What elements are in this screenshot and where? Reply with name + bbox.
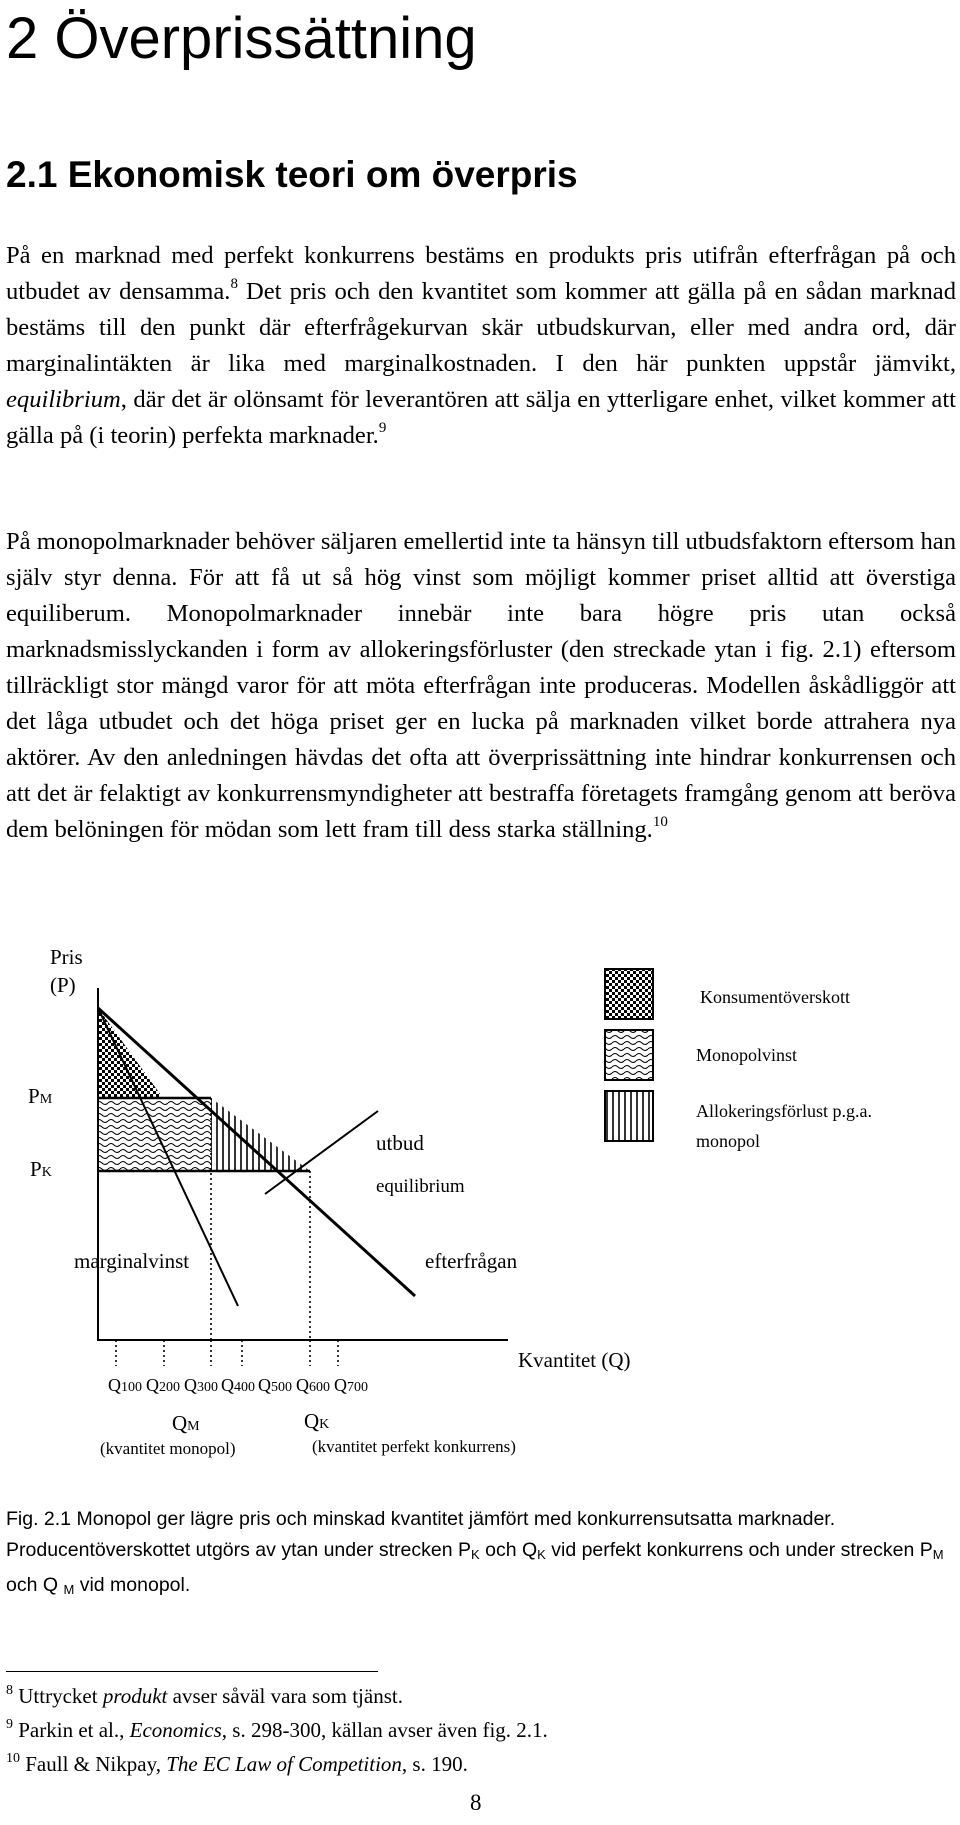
deadweight-loss-area xyxy=(211,1098,310,1171)
consumer-surplus-area xyxy=(98,1008,163,1098)
legend-label-deadweight-loss-2: monopol xyxy=(696,1131,761,1151)
monopoly-profit-area xyxy=(98,1098,211,1171)
legend-label-monopoly-profit: Monopolvinst xyxy=(696,1045,798,1065)
q-tick-marks xyxy=(116,1340,338,1366)
legend-swatch-deadweight-loss xyxy=(605,1091,653,1141)
section-title: 2.1 Ekonomisk teori om överpris xyxy=(6,154,578,195)
qm-label: QM xyxy=(172,1411,200,1435)
paragraph-perfect-competition xyxy=(6,238,956,454)
q-tick-label: Q700 xyxy=(334,1375,368,1395)
legend-label-deadweight-loss: Allokeringsförlust p.g.a. xyxy=(696,1101,872,1121)
equilibrium-label: equilibrium xyxy=(376,1176,465,1197)
figure-caption: Fig. 2.1 Monopol ger lägre pris och minskad kvantitet jämfört med konkurrensutsatta marknader. Producentöverskottet utgörs av ytan under strecken $P_K$ och $Q_K$ vid perfekt konkurrens och under strecken $P_M$ och Q $_M$ vid monopol. xyxy=(6,1508,944,1597)
paragraph-monopoly xyxy=(6,524,956,848)
marginal-revenue-label: marginalvinst xyxy=(74,1249,190,1273)
q-tick-label: Q100 xyxy=(108,1375,142,1395)
footnote-ref-10[interactable]: 10 xyxy=(652,814,668,830)
footnote-ref-9[interactable]: 9 xyxy=(378,420,387,436)
paragraph-text: Det pris och den kvantitet som kommer att gälla på en sådan marknad bestäms till den punkt där efterfrågekurvan skär utbudskurvan, eller med andra ord, där marginalintäkten är lika med marginalkostnaden. I den här punkten uppstår jämvikt, xyxy=(6,278,957,377)
pk-label: PK xyxy=(30,1157,52,1181)
demand-label: efterfrågan xyxy=(425,1249,518,1273)
legend-label-consumer-surplus: Konsumentöverskott xyxy=(700,987,850,1007)
legend-swatch-monopoly-profit xyxy=(605,1030,653,1080)
footnote-8: $^8$ Uttrycket produkt avser såväl vara som tjänst. xyxy=(6,1683,403,1708)
q-tick-label: Q600 xyxy=(296,1375,330,1395)
qk-description: (kvantitet perfekt konkurrens) xyxy=(312,1437,516,1456)
q-tick-label: Q400 xyxy=(221,1375,255,1395)
qk-label: QK xyxy=(304,1409,330,1433)
paragraph-text: , där det är olönsamt för leverantören att sälja en ytterligare enhet, vilket kommer att gälla på (i teorin) perfekta marknader. xyxy=(6,386,956,449)
footnote-ref-8[interactable]: 8 xyxy=(230,276,238,292)
paragraph-text: På en marknad med perfekt konkurrens bestäms en produkts pris utifrån efterfrågan på och utbudet av densamma. xyxy=(6,242,956,305)
page-number: 8 xyxy=(470,1790,482,1815)
emphasis-text: equilibrium xyxy=(6,386,121,413)
pm-label: PM xyxy=(28,1084,53,1108)
paragraph-text: På monopolmarknader behöver säljaren emellertid inte ta hänsyn till utbudsfaktorn eftersom han själv styr denna. För att få ut så hög vinst som möjligt kommer priset alltid att överstiga equiliberum. Monopolmarknader innebär inte bara högre pris utan också marknadsmisslyckanden i form av allokeringsförluster (den streckade ytan i fig. 2.1) eftersom tillräckligt stor mängd varor för att möta efterfrågan inte produceras. Modellen åskådliggör att det låga utbudet och det höga priset ger en lucka på marknaden vilket borde attrahera nya aktörer. Av den anledningen hävdas det ofta att överprissättning inte hindrar konkurrensen och att det är felaktigt av konkurrensmyndigheter att bestraffa företagets framgång genom att beröva dem belöningen för mödan som lett fram till dess starka ställning. xyxy=(6,528,956,843)
footnote-divider xyxy=(6,1671,378,1672)
q-tick-label: Q500 xyxy=(258,1375,292,1395)
figure-monopoly-diagram xyxy=(0,938,960,1498)
supply-label: utbud xyxy=(376,1131,424,1155)
footnote-9: $^9$ Parkin et al., Economics, s. 298-300, källan avser även fig. 2.1. xyxy=(6,1717,548,1742)
y-axis-label-p: (P) xyxy=(50,973,76,997)
diagram-graphics xyxy=(0,938,960,1498)
legend-swatch-consumer-surplus xyxy=(605,969,653,1019)
x-axis-label: Kvantitet (Q) xyxy=(518,1348,631,1372)
chapter-title: 2 Överprissättning xyxy=(6,6,477,71)
y-axis-label-pris: Pris xyxy=(50,945,83,969)
qm-description: (kvantitet monopol) xyxy=(100,1439,236,1458)
footnote-10: $^{10}$ Faull & Nikpay, The EC Law of Competition, s. 190. xyxy=(6,1751,468,1776)
q-tick-label: Q300 xyxy=(184,1375,218,1395)
q-tick-label: Q200 xyxy=(146,1375,180,1395)
